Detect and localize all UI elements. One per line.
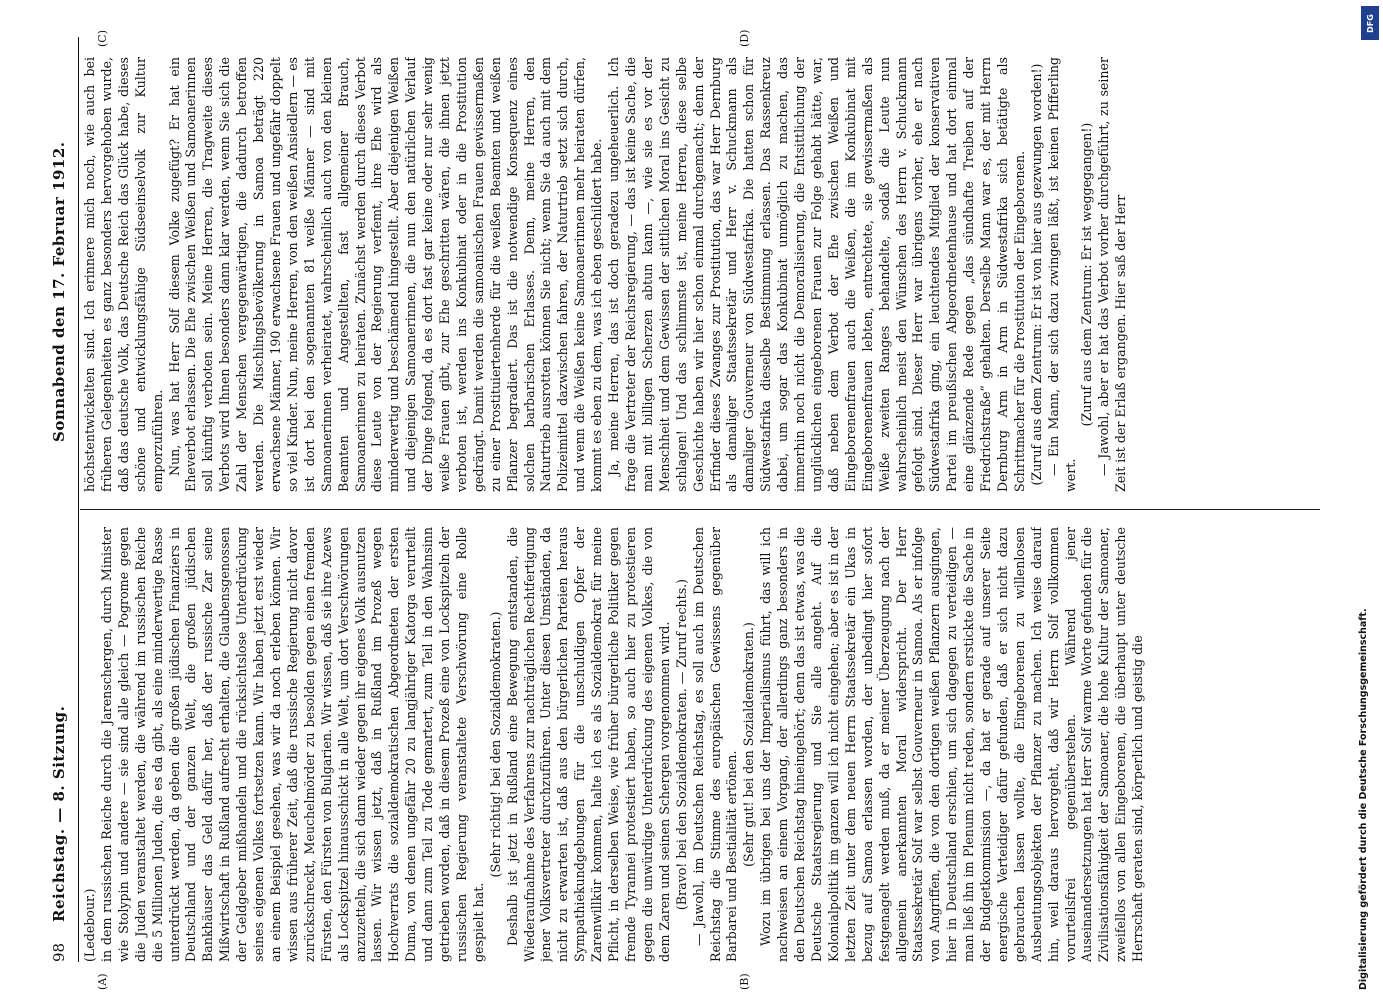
speaker-tag: (Ledebour.) xyxy=(82,888,97,962)
paragraph: Ja, meine Herren, das ist doch geradezu ungeheuerlich. Ich frage die Vertreter der Reichsregierung, — das ist keine Sache, die man mit billigen Scherzen abtun kann —, wie sie es vor der Menschheit und dem Gewissen der sittlichen Moral ins Gesicht zu schlagen! Und das schlimmste ist, meine Herren, diese selbe Geschichte haben wir hier schon einmal durchgemacht; denn der Erfinder dieses Zwanges zur Prostitution, das war Herr Dernburg als damaliger Staatssekretär und Herr v. Schuckmann als damaliger Gouverneur von Südwestafrika. Die hatten schon für Südwestafrika dieselbe Bestimmung erlassen. Das Rassenkreuz dabei, um sogar das Konkubinat unmöglich zu machen, das immerhin noch nicht die Demoralisierung, die Entsittlichung der unglücklichen eingeborenen Frauen zur Folge gehabt hätte, war, daß neben dem Verbot der Ehe zwischen Weißen und Eingeborenenfrauen auch die Weißen, die im Konkubinat mit Eingeborenenfrauen lebten, entrechtete, sie gewissermaßen als Weiße zweiten Ranges behandelte, sodaß die Leute nun wahrscheinlich meist den Wünschen des Herrn v. Schuckmann gefolgt sind. Dieser Herr war übrigens vorher, ehe er nach Südwestafrika ging, ein leuchtendes Mitglied der konservativen Partei im preußischen Abgeordnetenhause und hat dort einmal eine glänzende Rede gegen „das sündhafte Treiben auf der Friedrichstraße“ gehalten. Derselbe Mann war es, der mit Herrn Dernburg Arm in Arm in Südwestafrika sich betätigte als Schrittmacher für die Prostitution der Eingeborenen. xyxy=(606,57,1027,492)
paragraph: Deshalb ist jetzt in Rußland eine Bewegung entstanden, die Wiederaufnahme des Verfahrens zur nachträglichen Rechtfertigung jener Volksvertreter durchzuführen. Unter diesen Umständen, da nicht zu erwarten ist, daß aus den bürgerlichen Parteien heraus Sympathiekundgebungen für die unschuldigen Opfer der Zarenwillkür kommen, halte ich es als Sozialdemokrat für meine Pflicht, in derselben Weise, wie früher bürgerliche Politiker gegen fremde Tyrannei protestiert haben, so auch hier zu protestieren gegen die unwürdige Unterdrückung des eigenen Volkes, die von dem Zaren und seinen Schergen vorgenommen wird. xyxy=(504,527,672,962)
page-header xyxy=(38,37,79,962)
paragraph: — Jawohl, aber er hat das Verbot vorher durchgeführt, zu seiner Zeit ist der Erlaß ergangen. Hier saß der Herr xyxy=(1096,57,1129,492)
left-column xyxy=(82,527,1312,962)
right-column xyxy=(82,57,1312,492)
digitization-credit: Digitalisierung gefördert durch die Deutsche Forschungsgemeinschaft. xyxy=(1358,608,1369,990)
header-date: Sonnabend den 17. Februar 1912. xyxy=(50,141,68,442)
margin-marker-c: (C) xyxy=(96,30,109,47)
paragraph: in dem russischen Reiche durch die Jarenschergen, durch Minister wie Stolypin und andere — sie sind alle gleich — Pogrome gegen die Juden veranstaltet werden, die während im russischen Reiche die 5 Millionen Juden, die es da gibt, als eine minderwertige Rasse unterdrückt werden, da geben die großen jüdischen Finanziers in Deutschland und der ganzen Welt, die großen jüdischen Bankhäuser das Geld dafür her, daß der russische Zar seine Mißwirtschaft in Rußland aufrecht erhalten, die Glaubensgenossen der Geldgeber mißhandeln und die rücksichtslose Unterdrückung seines eigenen Volkes fortsetzen kann. Wir haben jetzt erst wieder an einem Beispiel gesehen, was wir da noch erleben können. Wir wissen aus früherer Zeit, daß die russische Regierung nicht davor zurückschreckt, Meuchelmörder zu besolden gegen einen fremden Fürsten, den Fürsten von Bulgarien. Wir wissen, daß sie ihre Azews als Lockspitzel hinausschickt in alle Welt, um dort Verschwörungen anzuzetteln, die sich dann wieder gegen ihr eigenes Volk ausnutzen lassen. Wir wissen jetzt, daß in Rußland im Prozeß wegen Hochverrats die sozialdemokratischen Abgeordneten der ersten Duma, von denen ungefähr 20 zu langjähriger Katorga verurteilt und dann zum Teil zu Tode gemartert, zum Teil in den Wahnsinn getrieben worden, daß in diesem Prozeß eine von Lockspitzeln der russischen Regierung veranstaltete Verschwörung eine Rolle gespielt hat. xyxy=(98,527,486,962)
paragraph: — Ein Mann, der sich dazu zwingen läßt, ist keinen Pfifferling wert. xyxy=(1045,57,1078,492)
interjection: (Bravo! bei den Sozialdemokraten. — Zuruf rechts.) xyxy=(673,578,689,911)
margin-marker-b: (B) xyxy=(738,973,751,990)
rotated-page xyxy=(38,29,1320,990)
column-divider xyxy=(80,509,1320,510)
paragraph: höchstentwickelten sind. Ich erinnere mich noch, wie auch bei früheren Gelegenheiten es ganz besonders hervorgehoben wurde, daß das deutsche Volk, das Deutsche Reich das Glück habe, dieses schöne und entwicklungsfähige Südseeinselvolk zur Kultur emporzuführen. xyxy=(82,57,165,492)
interjection: (Zuruf aus dem Zentrum: Er ist von hier aus gezwungen worden!) xyxy=(1028,63,1044,486)
paragraph: Wozu im übrigen bei uns der Imperialismus führt, das will ich nachweisen an einem Vorgang, der allerdings ganz besonders in den Deutschen Reichstag hineingehört; denn das ist etwas, was die Deutsche Staatsregierung und Sie alle angeht. Auf die Kolonialpolitik im ganzen will ich nicht eingehen; aber es ist in der letzten Zeit unter dem neuen Herrn Staatssekretär ein Ukas in bezug auf Samoa erlassen worden, der unbedingt hier sofort festgenagelt werden muß, da er meiner Überzeugung nach der allgemein anerkannten Moral widerspricht. Der Herr Staatssekretär Solf war selbst Gouverneur in Samoa. Als er infolge von Angriffen, die von den dortigen weißen Pflanzern ausgingen, hier in Deutschland erschien, um sich dagegen zu verteidigen — man ließ ihn im Plenum nicht reden, sondern erstickte die Sache in der Budgetkommission —, da hat er gerade auf unserer Seite energische Verteidiger dafür gefunden, daß er sich nicht dazu gebrauchen lassen wollte, die Eingeborenen zu willenlosen Ausbeutungsobjekten der Pflanzer zu machen. Ich weise darauf hin, weil daraus hervorgeht, daß wir Herrn Solf vollkommen vorurteilsfrei gegenüberstehen. Während jener Auseinandersetzungen hat Herr Solf warme Worte gefunden für die Zivilisationsfähigkeit der Samoaner, die hohe Kultur der Samoaner, zweifellos von allen Eingeborenen, die überhaupt unter deutsche Herrschaft geraten sind, körperlich und geistig die xyxy=(758,527,1146,962)
interjection: (Sehr richtig! bei den Sozialdemokraten.) xyxy=(487,611,503,878)
paragraph: Nun, was hat Herr Solf diesem Volke zugefügt? Er hat ein Eheverbot erlassen. Die Ehe zwischen Weißen und Samoanerinnen soll künftig verboten sein. Meine Herren, die Tragweite dieses Verbots wird Ihnen besonders dann klar werden, wenn Sie sich die Zahl der Menschen vergegenwärtigen, die dadurch betroffen werden. Die Mischlingsbevölkerung in Samoa beträgt 220 erwachsene Männer, 190 erwachsene Frauen und ungefähr doppelt so viel Kinder. Nun, meine Herren, von den weißen Ansiedlern — es ist dort bei den sogenannten 81 weiße Männer — sind mit Samoanerinnen verheiratet, wahrscheinlich auch von den kleinen Beamten und Angestellten, fast allgemeiner Brauch, Samoanerinnen zu heiraten. Zunächst werden durch dieses Verbot diese Leute von der Regierung verfemt, ihre Ehe wird als minderwertig und beschämend hingestellt. Aber diejenigen Weißen und diejenigen Samoanerinnen, die nun den natürlichen Verlauf der Dinge folgend, da es dort fast gar keine oder nur sehr wenig weiße Frauen gibt, zur Ehe geschritten wären, die ihnen jetzt verboten ist, werden ins Konkubinat oder in die Prostitution gedrängt. Damit werden die samoanischen Frauen gewissermaßen zu einer Prostituiertenherde für die weißen Beamten und weißen Pflanzer begradiert. Das ist die notwendige Konsequenz eines solchen barbarischen Erlasses. Denn, meine Herren, den Naturtrieb ausrotten können Sie nicht; wenn Sie da auch mit dem Polizeimittel dazwischen fahren, der Naturtrieb setzt sich durch, und wenn die Weißen keine Samoanerinnen mehr heiraten dürfen, kommt es eben zu dem, was ich eben geschildert habe. xyxy=(166,57,605,492)
margin-marker-d: (D) xyxy=(738,29,751,47)
dfg-logo-icon: DFG xyxy=(1361,6,1379,40)
interjection: (Zuruf aus dem Zentrum: Er ist weggegangen!) xyxy=(1079,122,1095,427)
interjection: (Sehr gut! bei den Sozialdemokraten.) xyxy=(741,622,757,867)
page-number: 98 xyxy=(50,942,68,962)
paragraph: — Jawohl, im Deutschen Reichstag, es soll auch im Deutschen Reichstag die Stimme des europäischen Gewissens gegenüber Barbarei und Bestialität ertönen. xyxy=(690,527,740,962)
header-title: Reichstag. — 8. Sitzung. xyxy=(50,705,68,922)
margin-marker-a: (A) xyxy=(96,973,109,990)
